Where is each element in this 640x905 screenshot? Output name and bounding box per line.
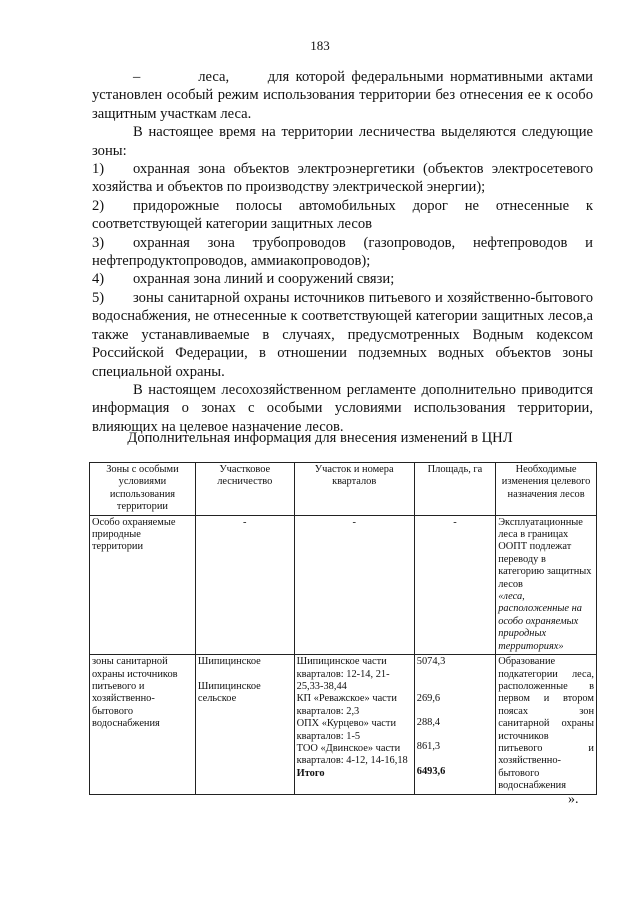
zones-table: [89, 462, 597, 795]
total-label: Итого: [296, 767, 325, 779]
list-item-text: охранная зона трубопроводов (газопроводов, нефтепроводов и нефтепродуктопроводов, аммиакопроводов);: [92, 234, 593, 270]
page-number: 183: [310, 38, 330, 53]
cell-zone: зоны санитарной охраны источников питьевого и хозяйственно-бытового водоснабжения: [90, 655, 196, 794]
cell-area: [414, 655, 495, 794]
header-area: Площадь, га: [414, 463, 495, 516]
cell-plots: -: [294, 515, 414, 654]
paragraph-zones-intro: В настоящее время на территории лесничества выделяются следующие зоны:: [92, 124, 593, 159]
plot-entry: КП «Реважское» части кварталов: 2,3: [296, 693, 397, 717]
forestry-name: Шипицинское: [197, 656, 261, 668]
area-total: 6493,6: [416, 765, 446, 777]
list-item-number: 3): [92, 234, 105, 251]
area-value: 269,6: [416, 692, 441, 704]
table-row: [90, 515, 597, 654]
list-item: [92, 289, 593, 381]
cell-plots: [294, 655, 414, 794]
body-text: [92, 68, 593, 436]
list-item: [92, 234, 593, 271]
list-item-text: зоны санитарной охраны источников питьевого и хозяйственно-бытового водоснабжения, не отнесенные к соответствующей категории защитных лесов,а также устанавливаемые в случаях, предусмотренных Водным кодексом Российской Федерации, в отношении подземных водных объектов зоны специальной охраны.: [92, 289, 593, 380]
paragraph-forest-regime: – леса, для которой федеральными нормативными актами установлен особый режим использования территории без отнесения ее к особо защитным участкам леса.: [92, 69, 593, 122]
change-text: Эксплуатационные леса в границах ООПТ подлежат переводу в категорию защитных лесов: [498, 516, 592, 590]
table-row: [90, 655, 597, 794]
table-title: Дополнительная информация для внесения изменений в ЦНЛ: [127, 430, 513, 446]
cell-change: [496, 515, 597, 654]
list-item-text: охранная зона объектов электроэнергетики (объектов электросетевого хозяйства и объектов по производству электрической энергии);: [92, 161, 593, 196]
change-category-italic: «леса, расположенные на особо охраняемых природных территориях»: [498, 591, 582, 652]
list-item-number: 2): [92, 197, 105, 214]
list-item-text: охранная зона линий и сооружений связи;: [133, 271, 395, 288]
plot-entry: Шипицинское части кварталов: 12-14, 21-25,33-38,44: [296, 656, 390, 692]
list-item: [92, 160, 593, 197]
cell-forestry: -: [195, 515, 294, 654]
cell-forestry: [195, 655, 294, 794]
cell-area: -: [414, 515, 495, 654]
cell-zone: Особо охраняемые природные территории: [90, 515, 196, 654]
list-item-number: 4): [92, 271, 105, 288]
forestry-name: Шипицинское сельское: [197, 680, 261, 704]
header-plots: Участок и номера кварталов: [294, 463, 414, 516]
list-item: [92, 270, 593, 288]
header-zones: Зоны с особыми условиями использования территории: [90, 463, 196, 516]
cell-change: Образование подкатегории леса, расположенные в первом и втором поясах зон санитарной охраны источников питьевого и хозяйственно-бытового водоснабжения: [496, 655, 597, 794]
list-item: [92, 197, 593, 234]
plot-entry: ОПХ «Курцево» части кварталов: 1-5: [296, 718, 397, 742]
header-forestry: Участковое лесничество: [195, 463, 294, 516]
paragraph-regulation-info: В настоящем лесохозяйственном регламенте дополнительно приводится информация о зонах с особыми условиями использования территории, влияющих на целевое назначение лесов.: [92, 381, 593, 435]
area-value: 5074,3: [416, 656, 446, 668]
table-header-row: [90, 463, 597, 516]
area-value: 288,4: [416, 716, 441, 728]
closing-quote: ».: [568, 792, 579, 807]
area-value: 861,3: [416, 741, 441, 753]
list-item-number: 1): [92, 161, 105, 178]
list-item-number: 5): [92, 289, 105, 306]
plot-entry: ТОО «Двинское» части кварталов: 4-12, 14-16,18: [296, 742, 408, 767]
header-changes: Необходимые изменения целевого назначения лесов: [496, 463, 597, 516]
list-item-text: придорожные полосы автомобильных дорог не отнесенные к соответствующей категории защитных лесов: [92, 197, 593, 233]
